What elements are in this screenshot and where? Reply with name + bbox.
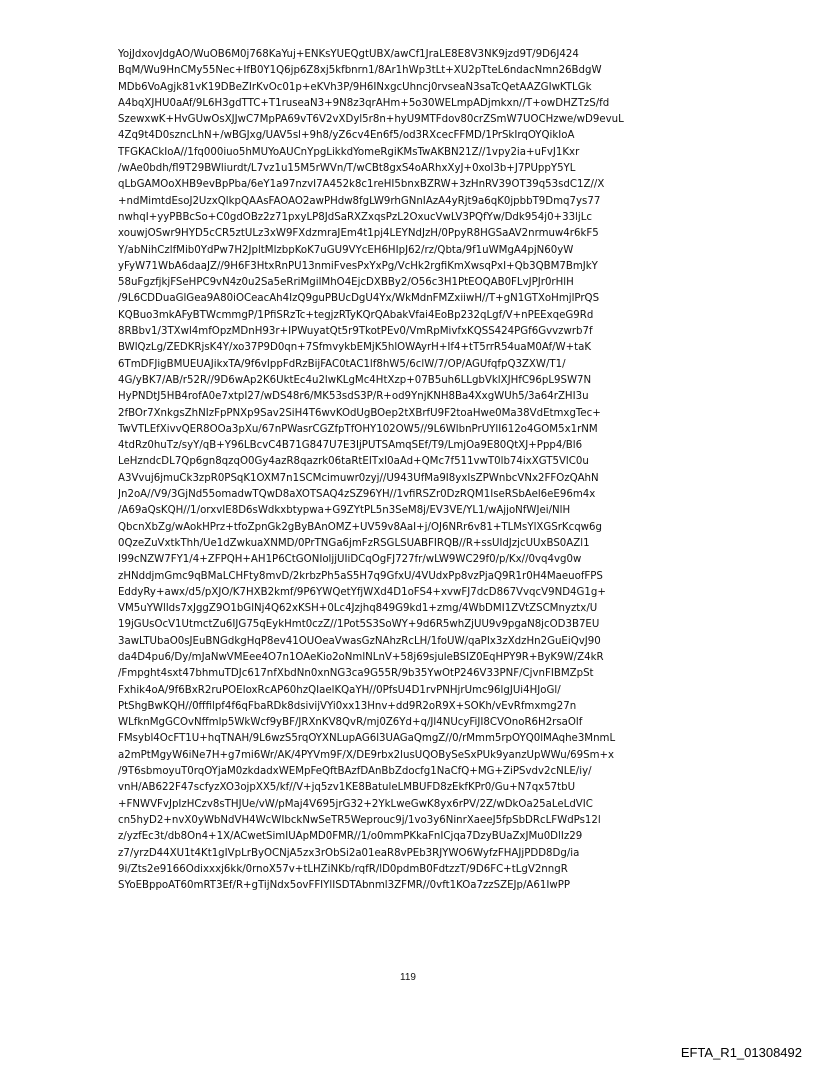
text-line: TFGKACkIoA//1fq000iuo5hMUYoAUCnYpgLikkdYomeRgiKMsTwAKBN21Z//1vpy2ia+uFvJ1Kxr	[118, 146, 580, 158]
text-line: 3awLTUbaO0sJEuBNGdkgHqP8ev41OUOeaVwasGzNAhzRcLH/1foUW/qaPIx3zXdzHn2GuEiQvJ90	[118, 635, 601, 647]
text-line: KQBuo3mkAFyBTWcmmgP/1PfiSRzTc+tegjzRTyKQrQAbakVfai4EoBp232qLgf/V+nPEExqeG9Rd	[118, 309, 594, 321]
text-line: VM5uYWllds7xJggZ9O1bGlNj4Q62xKSH+0Lc4Jzjhq849G9kd1+zmg/4WbDMI1ZVtZSCMnyztx/U	[118, 603, 598, 615]
text-line: xouwjOSwr9HYD5cCR5ztULz3xW9FXdzmraJEm4t1pj4LEYNdJzH/0PpyR8HGSaAV2nrmuw4r6kF5	[118, 228, 599, 240]
text-line: WLfknMgGCOvNffmlp5WkWcf9yBF/JRXnKV8QvR/mj0Z6Yd+q/Jl4NUcyFiJI8CVOnoR6H2rsaOlf	[118, 717, 583, 729]
text-line: cn5hyD2+nvX0yWbNdVH4WcWIbckNwSeTR5Weprouc9j/1vo3y6NinrXaeeJ5fpSbDRcLFWdPs12l	[118, 814, 601, 826]
text-line: SYoEBppoAT60mRT3Ef/R+gTijNdx5ovFFIYlISDTAbnml3ZFMR//0vft1KOa7zzSZEJp/A61IwPP	[118, 880, 570, 892]
text-line: /wAe0bdh/fl9T29BWliurdt/L7vz1u15M5rWVn/T/wCBt8gxS4oARhxXyJ+0xol3b+J7PUppY5YL	[118, 163, 576, 175]
text-line: zHNddjmGmc9qBMaLCHFty8mvD/2krbzPh5aS5H7q9GfxU/4VUdxPp8vzPjaQ9R1r0H4MaeuofFPS	[118, 570, 603, 582]
text-line: /A69aQsKQH//1/orxvIE8D6sWdkxbtypwa+G9ZYtPL5n3SeM8j/EV3VE/YL1/wAjjoNfWJei/NlH	[118, 505, 571, 517]
text-line: 4tdRz0huTz/syY/qB+Y96LBcvC4B71G847U7E3IjPUTSAmqSEf/T9/LmjOa9E80QtXJ+Ppp4/Bl6	[118, 440, 583, 452]
text-line: Y/abNihCzlfMib0YdPw7H2JpltMlzbpKoK7uGU9VYcEH6HIpJ62/rz/Qbta/9f1uWMgA4pjN60yW	[118, 244, 574, 256]
text-line: I99cNZW7FY1/4+ZFPQH+AH1P6CtGONIoljjUIiDCqOgFJ727fr/wLW9WC29f0/p/Kx//0vq4vg0w	[118, 554, 582, 566]
text-line: 4G/yBK7/AB/r52R//9D6wAp2K6UktEc4u2lwKLgMc4HtXzp+07B5uh6LLgbVklXJHfC96pL9SW7N	[118, 374, 592, 386]
text-line: BqM/Wu9HnCMy55Nec+IfB0Y1Q6jp6Z8xj5kfbnrn1/8Ar1hWp3tLt+XU2pTteL6ndacNmn26BdgW	[118, 65, 602, 77]
document-id-stamp: EFTA_R1_01308492	[680, 1045, 802, 1060]
text-line: A4bqXJHU0aAf/9L6H3gdTTC+T1ruseaN3+9N8z3qrAHm+5o30WELmpADjmkxn//T+owDHZTzS/fd	[118, 97, 610, 109]
text-line: FMsybl4OcFT1U+hqTNAH/9L6wzS5rqOYXNLupAG6l3UAGaQmgZ//0/rMmm5rpOYQ0lMAqhe3MnmL	[118, 733, 616, 745]
text-line: +FNWVFvJpIzHCzv8sTHJUe/vW/pMaj4V695jrG32+2YkLweGwK8yx6rPV/2Z/wDkOa25aLeLdVIC	[118, 798, 593, 810]
text-line: MDb6VoAgjk81vK19DBeZIrKvOc01p+eKVh3P/9H6INxgcUhncj0rvseaN3saTcQetAAZGIwKTLGk	[118, 81, 592, 93]
text-line: QbcnXbZg/wAokHPrz+tfoZpnGk2gByBAnOMZ+UV59v8AaI+j/OJ6NRr6v81+TLMsYlXGSrKcqw6g	[118, 521, 602, 533]
text-line: A3Vvuj6jmuCk3zpR0PSqK1OXM7n1SCMcimuwr0zyj//U943UfMa9I8yxIsZPWnbcVNx2FFOzQAhN	[118, 472, 599, 484]
text-line: z7/yrzD44XU1t4Kt1gIVpLrByOCNjA5zx3rObSi2a01eaR8vPEb3RJYWO6WyfzFHAJjPDD8Dg/ia	[118, 847, 580, 859]
text-line: Fxhik4oA/9f6BxR2ruPOEIoxRcAP60hzQIaelKQaYH//0PfsU4D1rvPNHjrUmc96lgJUi4HJoGl/	[118, 684, 561, 696]
text-line: 0QzeZuVxtkThh/Ue1dZwkuaXNMD/0PrTNGa6jmFzRSGLSUABFIRQB//R+ssUldJzjcUUxBS0AZl1	[118, 537, 590, 549]
text-line: /Fmpght4sxt47bhmuTDJc617nfXbdNn0xnNG3ca9G55R/9b35YwOtP246V33PNF/CjvnFIBMZpSt	[118, 668, 594, 680]
text-line: /9L6CDDuaGlGea9A80iOCeacAh4IzQ9guPBUcDgU4Yx/WkMdnFMZxiiwH//T+gN1GTXoHmjlPrQS	[118, 293, 600, 305]
text-line: 9i/Zts2e9166Odixxxj6kk/0rnoX57v+tLHZiNKb/rqfR/lD0pdmB0FdtzzT/9D6FC+tLgV2nngR	[118, 863, 568, 875]
text-line: EddyRy+awx/d5/pXJO/K7HXB2kmf/9P6YWQetYfjWXd4D1oFS4+xvwFJ7dcD867VvqcV9ND4G1g+	[118, 586, 606, 598]
text-line: YojJdxovJdgAO/WuOB6M0j768KaYuj+ENKsYUEQgtUBX/awCf1JraLE8E8V3NK9jzd9T/9D6J424	[118, 49, 579, 60]
text-line: /9T6sbmoyuT0rqOYjaM0zkdadxWEMpFeQftBAzfDAnBbZdocfg1NaCfQ+MG+ZiPSvdv2cNLE/iy/	[118, 766, 592, 778]
text-line: da4D4pu6/Dy/mJaNwVMEee4O7n1OAeKio2oNmlNLnV+58j69sjuleBSIZ0EqHPY9R+ByK9W/Z4kR	[118, 651, 604, 663]
text-line: Jn2oA//V9/3GjNd55omadwTQwD8aXOTSAQ4zSZ96YH//1vfiRSZr0DzRQM1IseRSbAel6eE96m4x	[118, 489, 596, 501]
text-line: TwVTLEfXivvQER8OOa3pXu/67nPWasrCGZfpTfOHY102OW5//9L6WlbnPrUYlI612o4GOM5x1rNM	[118, 423, 598, 435]
text-line: BWlQzLg/ZEDKRjsK4Y/xo37P9D0qn+7SfmvykbEMjK5hlOWAyrH+If4+tT5rrR54uaM0Af/W+taK	[118, 342, 592, 354]
page-number: 119	[400, 972, 416, 983]
text-line: 2fBOr7XnkgsZhNIzFpPNXp9Sav2SiH4T6wvKOdUgBOep2tXBrfU9F2toaHwe0Ma38VdEtmxgTec+	[118, 407, 601, 419]
text-line: PtShgBwKQH//0fffilpf4f6qFbaRDk8dsivijVYi0xx13Hnv+dd9R2oR9X+SOKh/vEvRfmxmg27n	[118, 700, 577, 712]
text-line: z/yzfEc3t/db8On4+1X/ACwetSimIUApMD0FMR//1/o0mmPKkaFnICjqa7DzyBUaZxJMu0DlIz29	[118, 831, 583, 843]
text-line: 6TmDFJigBMUEUAJikxTA/9f6vIppFdRzBijFAC0tAC1lf8hW5/6clW/7/OP/AGUfqfpQ3ZXW/T1/	[118, 358, 566, 370]
text-line: 58uFgzfjkjFSeHPC9vN4z0u2Sa5eRriMgilMhO4EjcDXBBy2/O56c3H1PtEOQAB0FLvJPJr0rHlH	[118, 277, 574, 289]
text-line: 19jGUsOcV1UtmctZu6IJG75qEykHmt0czZ//1Pot5S3SoWY+9d6R5whZjUU9v9pgaN8jcOD3B7EU	[118, 619, 600, 631]
text-line: vnH/AB622F47scfyzXO3ojpXX5/kf//V+jq5zv1KE8BatuleLMBUFD8zEkfKPr0/Gu+N7qx57tbU	[118, 782, 576, 794]
text-line: SzewxwK+HvGUwOsXJJwC7MpPA69vT6V2vXDyl5r8n+hyU9MTFdov80crZSmW7UOCHzwe/wD9evuL	[118, 114, 624, 126]
text-line: 8RBbv1/3TXwl4mfOpzMDnH93r+IPWuyatQt5r9TkotPEv0/VmRpMivfxKQSS424PGf6Gvvzwrb7f	[118, 326, 593, 338]
text-line: 4Zq9t4D0szncLhN+/wBGJxg/UAV5sl+9h8/yZ6cv4En6f5/od3RXcecFFMD/1PrSkIrqOYQikIoA	[118, 130, 575, 142]
text-line: qLbGAMOoXHB9evBpPba/6eY1a97nzvI7A452k8c1reHI5bnxBZRW+3zHnRV39OT39q53sdC1Z//X	[118, 179, 605, 191]
text-line: LeHzndcDL7Qp6gn8qzqO0Gy4azR8qazrk06taRtEITxI0aAd+QMc7f511vwT0lb74ixXGT5VlC0u	[118, 456, 589, 468]
text-line: nwhqI+yyPBBcSo+C0gdOBz2z71pxyLP8JdSaRXZxqsPzL2OxucVwLV3PQfYw/Ddk954j0+33ljLc	[118, 211, 592, 223]
text-line: HyPNDtJ5HB4rofA0e7xtpI27/wDS48r6/MK53sdS3P/R+od9YnjKNH8Ba4XxgWUh5/3a64rZHI3u	[118, 391, 589, 403]
encoded-text-block	[118, 47, 708, 894]
text-line: yFyW71WbA6daaJZ//9H6F3HtxRnPU13nmiFvesPxYxPg/VcHk2rgfiKmXwsqPxI+Qb3QBM7BmJkY	[118, 260, 598, 272]
text-line: a2mPtMgyW6iNe7H+g7mi6Wr/AK/4PYVm9F/X/DE9rbx2lusUQOBySeSxPUk9yanzUpWWu/69Sm+x	[118, 749, 615, 761]
text-line: +ndMimtdEsoJ2UzxQlkpQAAsFAOAO2awPHdw8fgLW9rhGNnIAzA4yRjt9a6qK0jpbbT9Dmq7ys77	[118, 195, 601, 207]
